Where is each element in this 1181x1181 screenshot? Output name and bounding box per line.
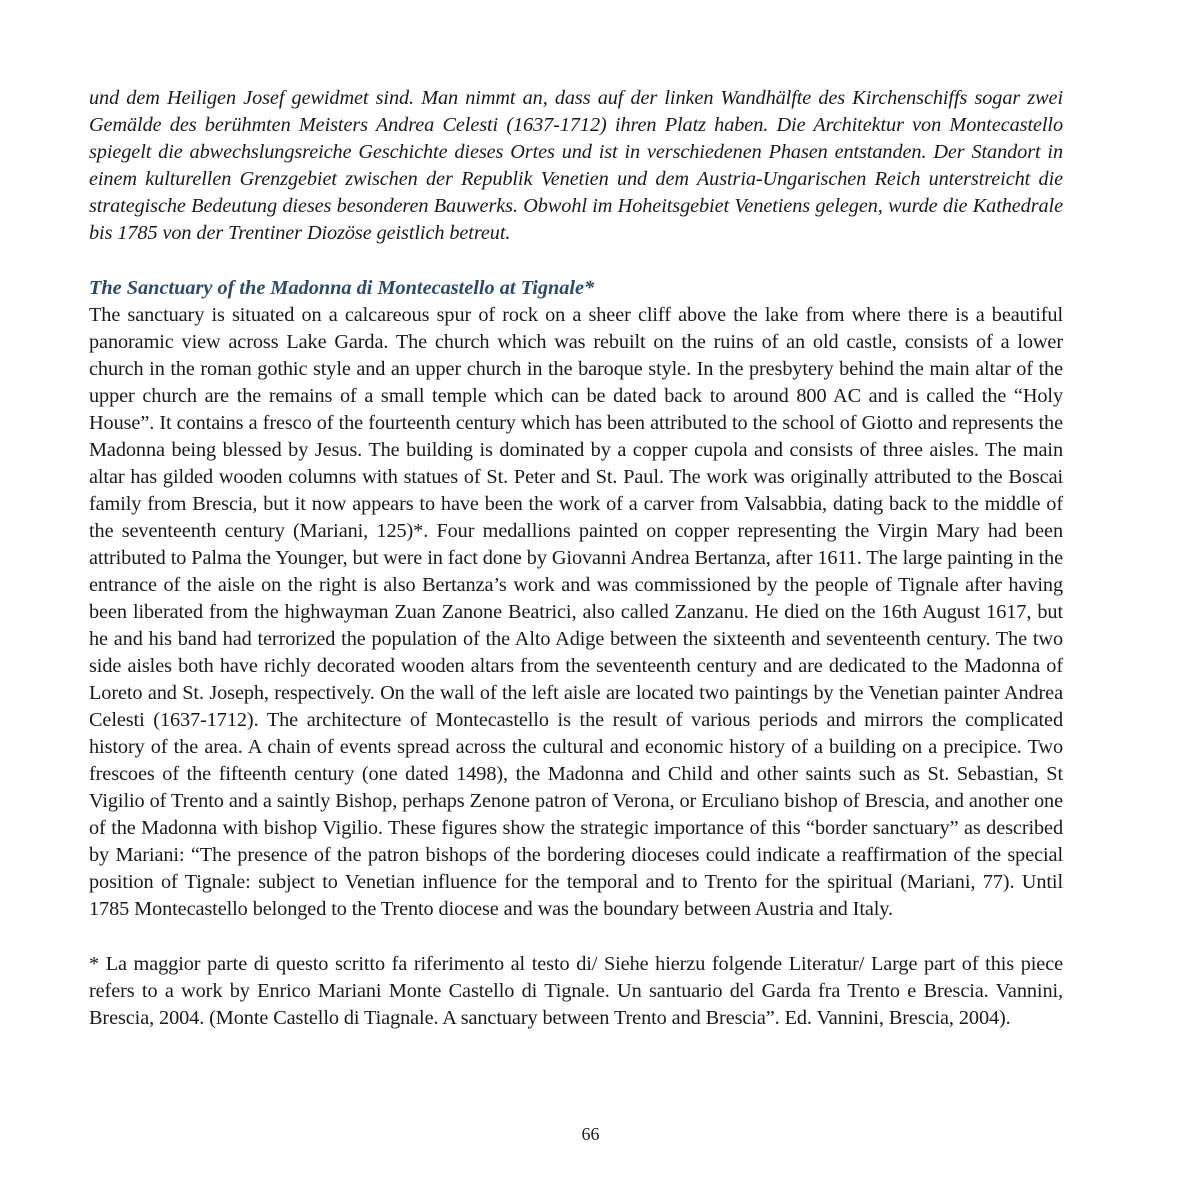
page-number: 66 <box>581 1124 600 1144</box>
section-heading: The Sanctuary of the Madonna di Montecastello at Tignale* <box>89 277 595 299</box>
page-content <box>89 85 1063 1032</box>
footnote: * La maggior parte di questo scritto fa riferimento al testo di/ Siehe hierzu folgende Literatur/ Large part of this piece refers to a work by Enrico Mariani Monte Castello di Tignale. Un santuario del Garda fra Trento e Brescia. Vannini, Brescia, 2004. (Monte Castello di Tiagnale. A sanctuary between Trento and Brescia”. Ed. Vannini, Brescia, 2004). <box>89 953 1063 1029</box>
german-intro-paragraph: und dem Heiligen Josef gewidmet sind. Man nimmt an, dass auf der linken Wandhälfte des Kirchenschiffs sogar zwei Gemälde des berühmten Meisters Andrea Celesti (1637-1712) ihren Platz haben. Die Architektur von Montecastello spiegelt die abwechslungsreiche Geschichte dieses Ortes und ist in verschiedenen Phasen entstanden. Der Standort in einem kulturellen Grenzgebiet zwischen der Republik Venetien und dem Austria-Ungarischen Reich unterstreicht die strategische Bedeutung dieses besonderen Bauwerks. Obwohl im Hoheitsgebiet Venetiens gelegen, wurde die Kathedrale bis 1785 von der Trentiner Diozöse geistlich betreut. <box>89 87 1063 244</box>
english-body-paragraph: The sanctuary is situated on a calcareous spur of rock on a sheer cliff above the lake from where there is a beautiful panoramic view across Lake Garda. The church which was rebuilt on the ruins of an old castle, consists of a lower church in the roman gothic style and an upper church in the baroque style. In the presbytery behind the main altar of the upper church are the remains of a small temple which can be dated back to around 800 AC and is called the “Holy House”. It contains a fresco of the fourteenth century which has been attributed to the school of Giotto and represents the Madonna being blessed by Jesus. The building is dominated by a copper cupola and consists of three aisles. The main altar has gilded wooden columns with statues of St. Peter and St. Paul. The work was originally attributed to the Boscai family from Brescia, but it now appears to have been the work of a carver from Valsabbia, dating back to the middle of the seventeenth century (Mariani, 125)*. Four medallions painted on copper representing the Virgin Mary had been attributed to Palma the Younger, but were in fact done by Giovanni Andrea Bertanza, after 1611. The large painting in the entrance of the aisle on the right is also Bertanza’s work and was commissioned by the people of Tignale after having been liberated from the highwayman Zuan Zanone Beatrici, also called Zanzanu. He died on the 16th August 1617, but he and his band had terrorized the population of the Alto Adige between the sixteenth and seventeenth century. The two side aisles both have richly decorated wooden altars from the seventeenth century and are dedicated to the Madonna of Loreto and St. Joseph, respectively. On the wall of the left aisle are located two paintings by the Venetian painter Andrea Celesti (1637-1712). The architecture of Montecastello is the result of various periods and mirrors the complicated history of the area. A chain of events spread across the cultural and economic history of a building on a precipice. Two frescoes of the fifteenth century (one dated 1498), the Madonna and Child and other saints such as St. Sebastian, St Vigilio of Trento and a saintly Bishop, perhaps Zenone patron of Verona, or Erculiano bishop of Brescia, and another one of the Madonna with bishop Vigilio. These figures show the strategic importance of this “border sanctuary” as described by Mariani: “The presence of the patron bishops of the bordering dioceses could indicate a reaffirmation of the special position of Tignale: subject to Venetian influence for the temporal and to Trento for the spiritual (Mariani, 77). Until 1785 Montecastello belonged to the Trento diocese and was the boundary between Austria and Italy. <box>89 304 1063 920</box>
